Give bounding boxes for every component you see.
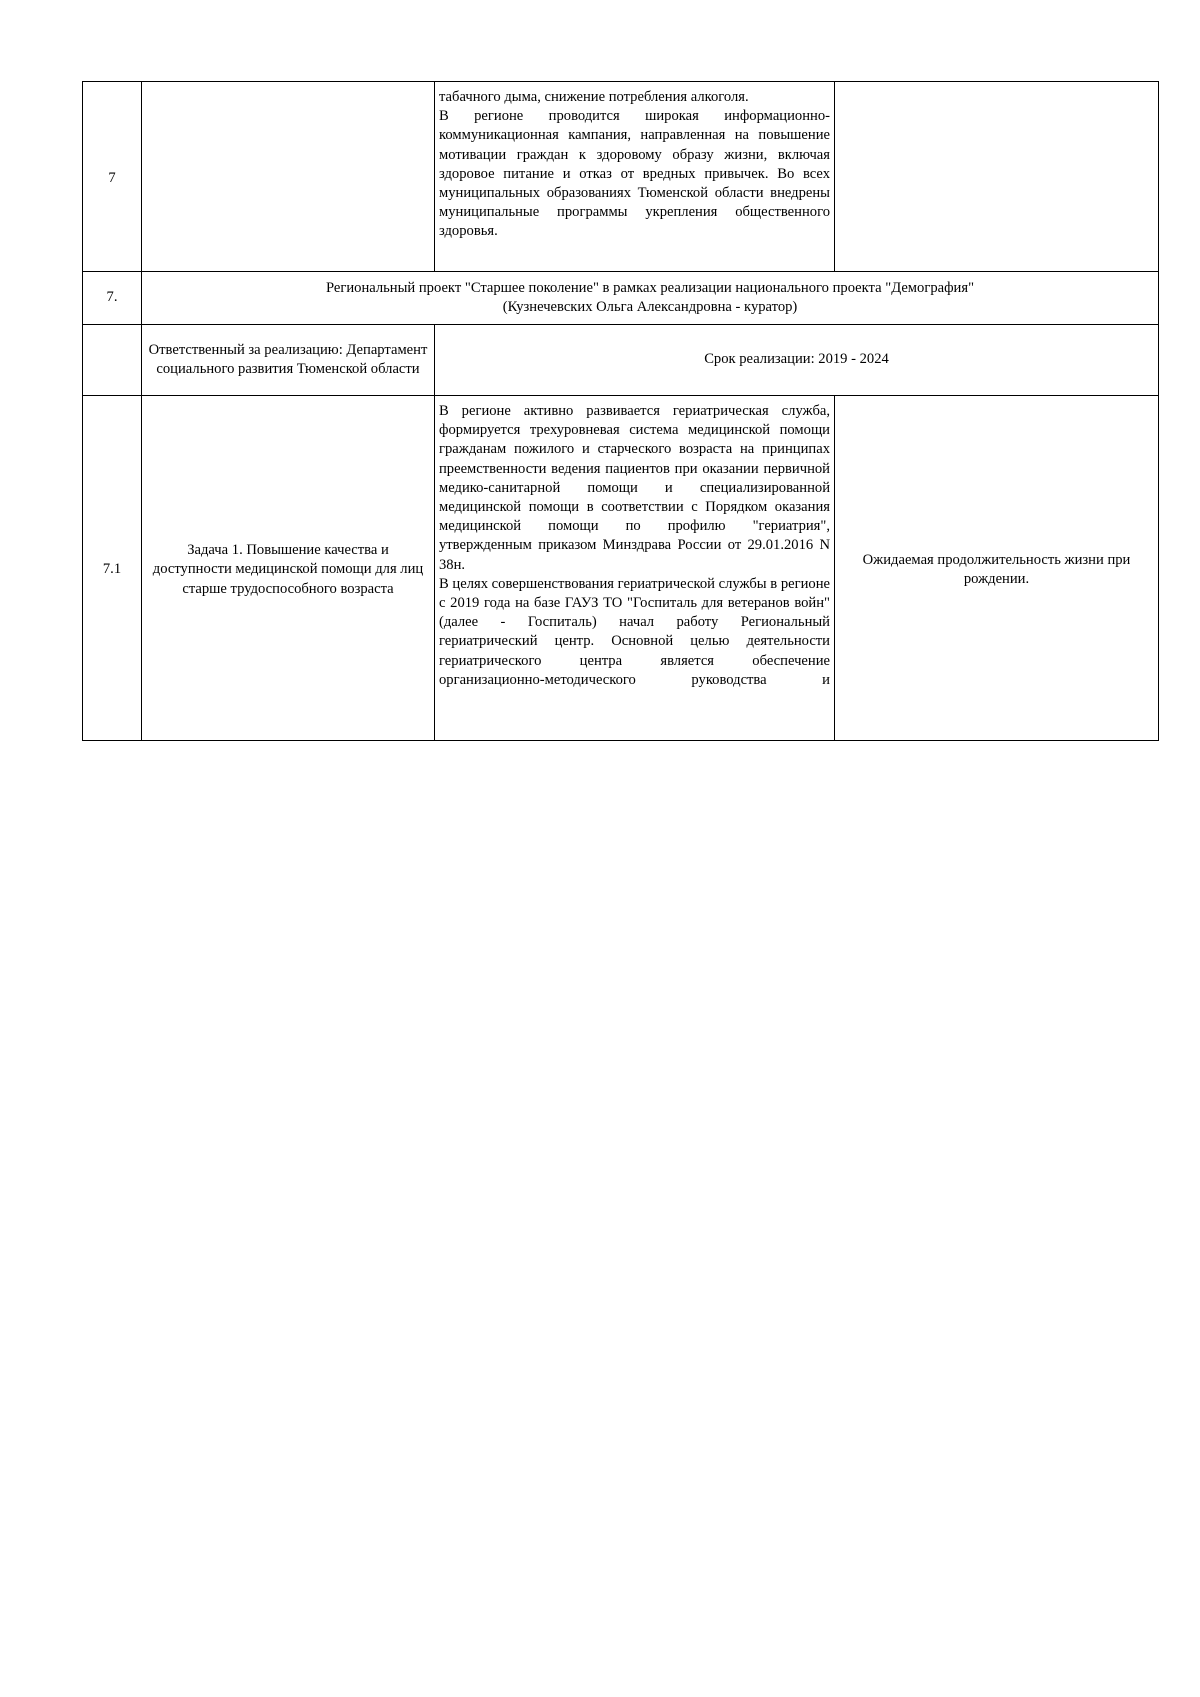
- description-paragraph: В целях совершенствования гериатрической службы в регионе с 2019 года на базе ГАУЗ ТО "Госпиталь для ветеранов войн" (далее - Госпиталь) начал работу Региональный гериатрический центр. Основной целью деятельности гериатрического центра является обеспечение организационно-методического руководства и: [439, 575, 830, 688]
- description-paragraph: В регионе проводится широкая информационно-коммуникационная кампания, направленная на повышение мотивации граждан к здоровому образу жизни, включая здоровое питание и отказ от вредных привычек. Во всех муниципальных образованиях Тюменской области внедрены муниципальные программы укрепления общественного здоровья.: [439, 108, 830, 240]
- project-header-row: [83, 272, 1159, 325]
- project-curator: (Кузнечевских Ольга Александровна - куратор): [502, 299, 798, 315]
- description-paragraph: табачного дыма, снижение потребления алкоголя.: [439, 89, 749, 105]
- empty-cell: [142, 82, 435, 272]
- row-number-cell: 7.1: [83, 396, 142, 741]
- table-row: [83, 396, 1159, 741]
- description-cell: [435, 396, 835, 741]
- table-row: [83, 82, 1159, 272]
- responsible-cell: Ответственный за реализацию: Департамент социального развития Тюменской области: [142, 325, 435, 396]
- report-table: [82, 81, 1159, 741]
- empty-cell: [83, 325, 142, 396]
- project-title: Региональный проект "Старшее поколение" в рамках реализации национального проекта "Демография": [325, 279, 975, 296]
- term-cell: Срок реализации: 2019 - 2024: [435, 325, 1159, 396]
- responsible-row: [83, 325, 1159, 396]
- indicator-cell: [835, 82, 1159, 272]
- row-number-cell: 7.: [83, 272, 142, 325]
- row-number-cell: 7: [83, 82, 142, 272]
- description-cell: [435, 82, 835, 272]
- task-cell: Задача 1. Повышение качества и доступности медицинской помощи для лиц старше трудоспособного возраста: [142, 396, 435, 741]
- description-paragraph: В регионе активно развивается гериатрическая служба, формируется трехуровневая система медицинской помощи гражданам пожилого и старческого возраста на принципах преемственности ведения пациентов при оказании первичной медико-санитарной помощи и специализированной медицинской помощи в соответствии с Порядком оказания медицинской помощи по профилю "гериатрия", утвержденным приказом Минздрава России от 29.01.2016 N 38н.: [439, 403, 830, 573]
- indicator-cell: Ожидаемая продолжительность жизни при рождении.: [835, 396, 1159, 741]
- project-title-cell: [142, 272, 1159, 325]
